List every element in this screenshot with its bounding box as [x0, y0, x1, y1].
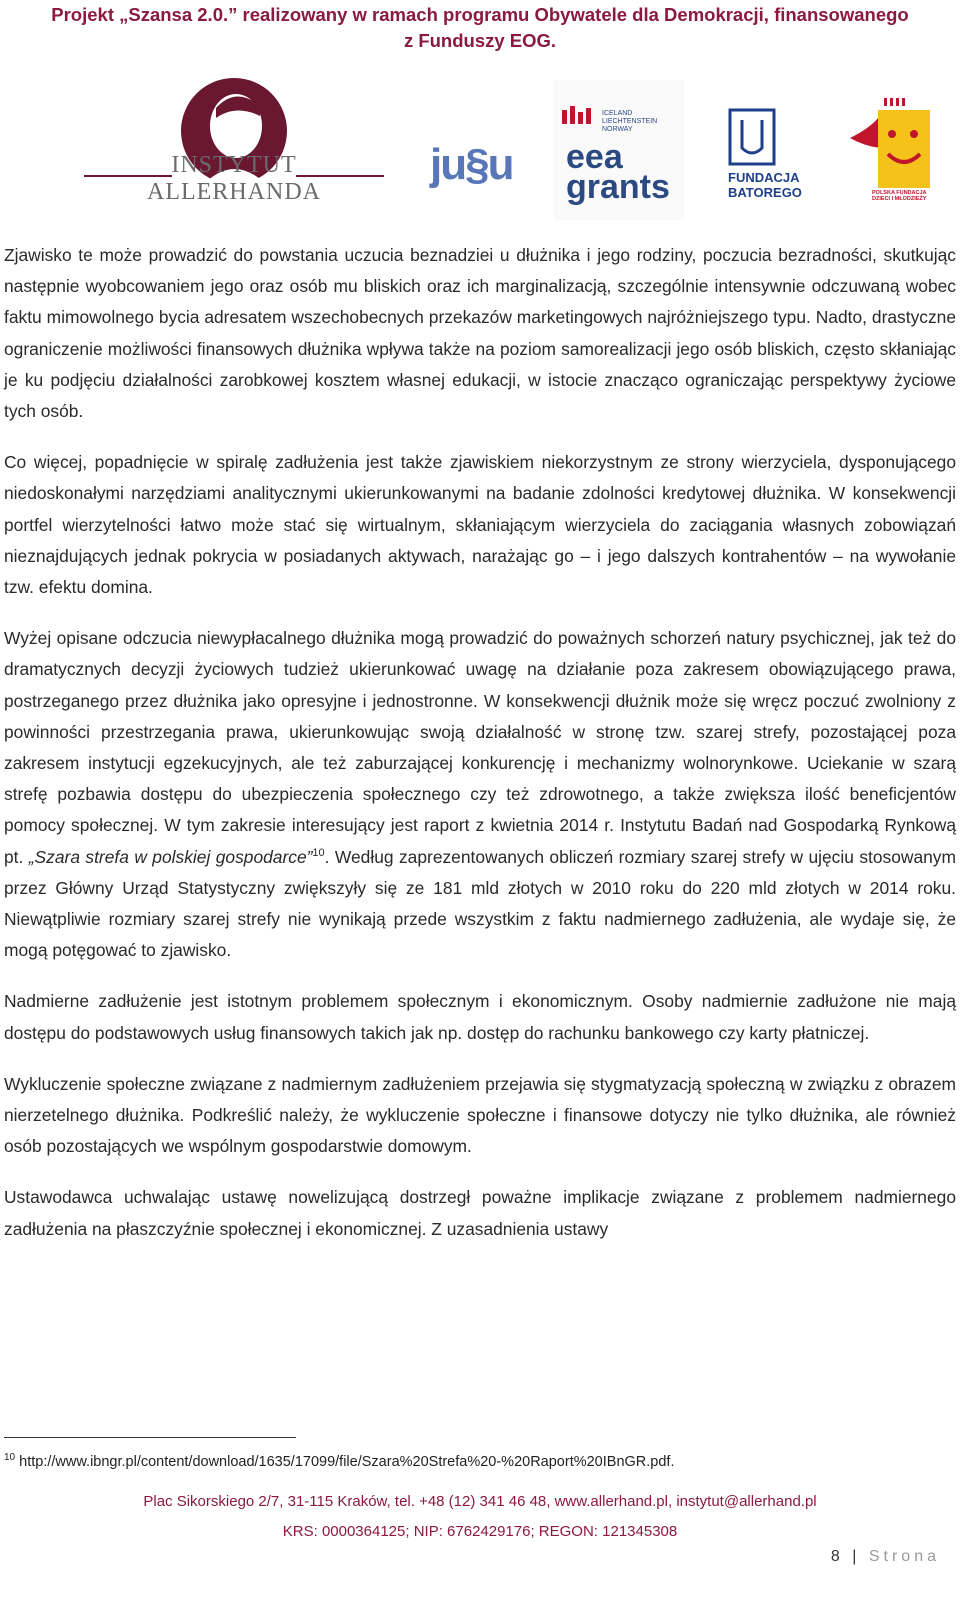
page-number: [831, 1548, 940, 1566]
batory-wordmark: [728, 170, 802, 200]
eea-country-iceland: ICELAND: [602, 110, 633, 117]
eea-word: eea: [566, 138, 623, 176]
footnote-ref[interactable]: 10: [312, 846, 325, 859]
allerhand-wordmark: INSTYTUT ALLERHANDA: [147, 152, 321, 205]
footnote-divider: [4, 1437, 296, 1438]
paragraph-3-text-before: Wyżej opisane odczucia niewypłacalnego dłużnika mogą prowadzić do poważnych schorzeń natury psychicznej, jak też do dramatycznych decyzji życiowych tudzież ukierunkować uwagę na działanie poza zakresem obowiązującego prawa, postrzeganego przez dłużnika jako opresyjne i jednostronne. W konsekwencji dłużnik może się wręcz poczuć zwolniony z powinności przestrzegania prawa, ukierunkowując swoją działalność w stronę tzw. szarej strefy, pozostającej poza zakresem instytucji egzekucyjnych, ale też zaburzającej konkurencję i mechanizmy wolnorynkowe. Uciekanie w szarą strefę pozbawia dostępu do ubezpieczenia społecznego czy też zdrowotnego, a także zwiększa ilość beneficjentów pomocy społecznej. W tym zakresie interesujący jest raport z kwietnia 2014 r. Instytutu Badań nad Gospodarką Rynkową pt.: [4, 628, 956, 867]
pp-face-icon: [850, 98, 940, 190]
footnote-number: 10: [4, 1452, 16, 1463]
page-number-value: 8: [830, 1548, 844, 1565]
page-header: [0, 2, 960, 54]
pp-wordmark: [872, 190, 927, 202]
eea-country-liechtenstein: LIECHTENSTEIN: [602, 118, 658, 125]
eea-grants-logo: [554, 80, 684, 220]
jus-logo: [430, 140, 540, 190]
pp-word-1: POLSKA FUNDACJA: [872, 190, 927, 196]
batory-word-2: BATOREGO: [728, 185, 802, 200]
eea-country-norway: NORWAY: [602, 126, 633, 133]
batory-mark-icon: [728, 108, 776, 166]
pp-word-2: DZIECI I MŁODZIEŻY: [872, 196, 927, 202]
logo-bar: [0, 70, 960, 230]
header-line-1: Projekt „Szansa 2.0.” realizowany w ramach programu Obywatele dla Demokracji, finansowanego: [51, 4, 909, 25]
grants-word: grants: [566, 168, 670, 206]
paragraph-6: Ustawodawca uchwalając ustawę nowelizującą dostrzegł poważne implikacje związane z problemem nadmiernego zadłużenia na płaszczyźnie społecznej i ekonomicznej. Z uzasadnienia ustawy: [4, 1187, 956, 1239]
paragraph-3: [4, 623, 956, 966]
footer-contact: Plac Sikorskiego 2/7, 31-115 Kraków, tel. +48 (12) 341 46 48, www.allerhand.pl, instytut@allerhand.pl: [143, 1493, 817, 1510]
jus-wordmark: ju§u: [430, 140, 513, 189]
footnote-link[interactable]: http://www.ibngr.pl/content/download/1635/17099/file/Szara%20Strefa%20-%20Raport%20IBnGR.pdf.: [15, 1453, 675, 1470]
footer-registry: KRS: 0000364125; NIP: 6762429176; REGON: 121345308: [282, 1523, 678, 1540]
page-label: Strona: [868, 1548, 940, 1565]
footnote: [4, 1448, 944, 1472]
paragraph-3-text-after: . Według zaprezentowanych obliczeń rozmiary szarej strefy w ujęciu stosowanym przez Główny Urząd Statystyczny zwiększyły się ze 181 mld złotych w 2010 roku do 220 mld złotych w 2014 roku. Niewątpliwie rozmiary szarej strefy nie wynikają przede wszystkim z faktu nadmiernego zadłużenia, ale wydaje się, że mogą potęgować to zjawisko.: [4, 846, 956, 961]
paragraph-2: Co więcej, popadnięcie w spiralę zadłużenia jest także zjawiskiem niekorzystnym ze strony wierzyciela, dysponującego niedoskonałymi narzędziami analitycznymi ukierunkowanymi na badanie zdolności kredytowej dłużnika. W konsekwencji portfel wierzytelności łatwo może stać się wirtualnym, skłaniającym wierzyciela do zaciągania własnych zobowiązań nieznajdujących jednak pokrycia w posiadanych aktywach, narażając go – i jego dalszych kontrahentów – na wywołanie tzw. efektu domina.: [4, 452, 956, 598]
paragraph-5: Wykluczenie społeczne związane z nadmiernym zadłużeniem przejawia się stygmatyzacją społeczną w związku z obrazem nierzetelnego dłużnika. Podkreślić należy, że wykluczenie społeczne i finansowe dotyczy nie tylko dłużnika, ale również osób pozostających we wspólnym gospodarstwie domowym.: [4, 1073, 956, 1157]
eea-wordmark: [566, 138, 670, 206]
paragraph-1: Zjawisko te może prowadzić do powstania uczucia beznadziei u dłużnika i jego rodziny, poczucia bezradności, skutkując następnie wyobcowaniem jego oraz osób mu bliskich oraz ich marginalizacją, szczególnie intensywnie odczuwaną wobec faktu mimowolnego bycia adresatem wszechobecnych przekazów marketingowych najróżniejszego typu. Nadto, drastyczne ograniczenie możliwości finansowych dłużnika wpływa także na poziom samorealizacji jego osób bliskich, często skłaniając je ku podjęciu działalności zarobkowej kosztem własnej edukacji, w istocie znacząco ograniczając perspektywy życiowe tych osób.: [4, 245, 956, 422]
report-title: „Szara strefa w polskiej gospodarce”: [28, 846, 313, 867]
eea-countries: [602, 110, 657, 134]
allerhand-logo: [84, 76, 384, 206]
document-body: [4, 240, 956, 1265]
batory-word-1: FUNDACJA: [728, 170, 800, 185]
paragraph-4: Nadmierne zadłużenie jest istotnym problemem społecznym i ekonomicznym. Osoby nadmiernie zadłużone nie mają dostępu do podstawowych usług finansowych takich jak np. dostęp do rachunku bankowego czy karty płatniczej.: [4, 991, 956, 1043]
header-line-2: z Funduszy EOG.: [403, 30, 557, 51]
polska-fundacja-logo: [850, 98, 940, 218]
page-number-separator: |: [843, 1548, 869, 1565]
fundacja-batorego-logo: [728, 108, 808, 208]
